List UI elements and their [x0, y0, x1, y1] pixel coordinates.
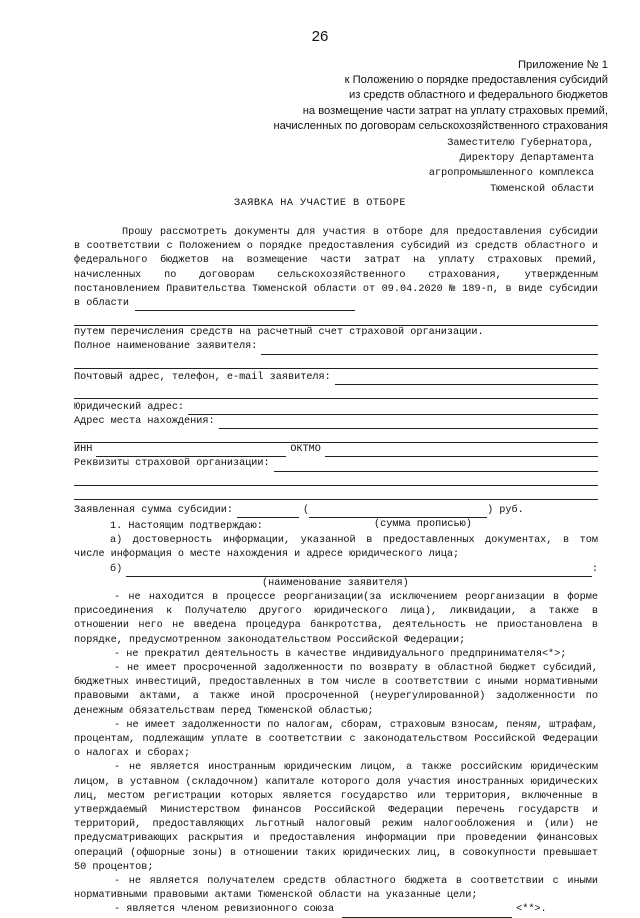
region-field-line-2[interactable]	[74, 312, 598, 326]
region-field[interactable]	[135, 299, 355, 311]
insurer-row	[74, 457, 598, 471]
postal-field-line-2[interactable]	[74, 385, 598, 399]
addressee-line: Тюменской области	[490, 183, 594, 195]
insurer-field-line-3[interactable]	[74, 486, 598, 500]
postal-label: Почтовый адрес, телефон, e-mail заявителя:	[74, 371, 331, 383]
confirm-b-row	[74, 563, 598, 577]
confirm-item: - не находится в процессе реорганизации(за исключением реорганизации в форме присоединения к Получателю другого юридического лица), ликвидации, а также в отношении него не введена процедура банкротства, деятельность не приостановлена в порядке, предусмотренном законодательством Российской Федерации;	[74, 592, 598, 646]
appendix-header	[273, 58, 608, 134]
confirm-item: - не является иностранным юридическим лицом, а также российским юридическим лицом, в уставном (складочном) капитале которого доля участия иностранных юридических лиц, местом регистрации которых является государство или территория, включенные в утверждаемый Министерством финансов Российской Федерации перечень государств и территорий, предоставляющих льготный налоговый режим налогообложения и (или) не предусматривающих раскрытия и предоставления информации при проведении финансовых операций (офшорные зоны) в отношении таких юридических лиц, в совокупности превышает 50 процентов;	[74, 762, 598, 873]
confirm-item: - не имеет просроченной задолженности по возврату в областной бюджет субсидий, бюджетных инвестиций, предоставленных в том числе в соответствии с иными нормативными правовыми актами, а также иной просроченной (неурегулированной) задолженности по денежным обязательствам перед Тюменской областью;	[74, 663, 598, 717]
full-name-label: Полное наименование заявителя:	[74, 341, 258, 353]
amount-open-paren: (	[302, 504, 310, 516]
confirm-item-a: а) достоверность информации, указанной в предоставленных документах, в том числе информация о месте нахождения и адресе юридического лица;	[74, 535, 598, 561]
audit-union-suffix: <**>.	[516, 904, 547, 916]
addressee-line: агропромышленного комплекса	[428, 168, 594, 180]
audit-union-label: - является членом ревизионного союза	[114, 904, 335, 916]
insurer-field-line-2[interactable]	[74, 472, 598, 486]
inn-field[interactable]	[96, 445, 286, 457]
full-name-field[interactable]	[261, 343, 598, 355]
legal-address-label: Юридический адрес:	[74, 401, 185, 413]
location-address-field-line-2[interactable]	[74, 429, 598, 443]
oktmo-label: ОКТМО	[290, 444, 321, 456]
applicant-name-field[interactable]	[126, 565, 592, 577]
inn-oktmo-row	[74, 443, 598, 457]
confirm-b-label: б)	[110, 563, 123, 575]
confirm-item: - не является получателем средств областного бюджета в соответствии с иными нормативными правовыми актами Тюменской области на указанные цели;	[74, 876, 598, 902]
audit-union-row	[74, 903, 598, 917]
full-name-field-line-2[interactable]	[74, 355, 598, 369]
amount-number-field[interactable]	[237, 506, 299, 518]
legal-address-field[interactable]	[188, 403, 598, 415]
location-address-field[interactable]	[219, 417, 598, 429]
confirm-heading: 1. Настоящим подтверждаю:	[110, 521, 263, 532]
page-number: 26	[311, 28, 329, 45]
audit-union-field[interactable]	[342, 906, 512, 918]
appendix-line: Приложение № 1	[517, 59, 608, 71]
confirm-item: - не прекратил деятельность в качестве индивидуального предпринимателя<*>;	[114, 648, 567, 660]
transfer-text: путем перечисления средств на расчетный счет страховой организации.	[74, 327, 484, 339]
appendix-line: из средств областного и федерального бюджетов	[349, 89, 608, 102]
appendix-line: начисленных по договорам сельскохозяйственного страхования	[273, 119, 608, 132]
insurer-field[interactable]	[274, 460, 598, 472]
application-section	[74, 226, 598, 532]
intro-paragraph	[74, 226, 598, 311]
addressee-block	[429, 136, 594, 197]
location-address-row	[74, 415, 598, 429]
appendix-line: к Положению о порядке предоставления субсидий	[344, 74, 608, 87]
amount-caption: (сумма прописью)	[374, 518, 472, 530]
oktmo-field[interactable]	[325, 445, 598, 457]
postal-field[interactable]	[335, 373, 598, 385]
form-title: ЗАЯВКА НА УЧАСТИЕ В ОТБОРЕ	[234, 198, 406, 209]
confirm-b-colon: :	[591, 563, 598, 575]
addressee-line: Заместителю Губернатора,	[447, 138, 594, 149]
amount-row	[74, 504, 598, 518]
legal-address-row	[74, 401, 598, 415]
intro-text: Прошу рассмотреть документы для участия в отборе для предоставления субсидии в соответствии с Положением о порядке предоставления субсидий из средств областного и федерального бюджетов на возмещение части затрат на уплату страховых премий, начисленных по договорам сельскохозяйственного страхования, утвержденным постановлением Правительства Тюменской области от 09.04.2020 № 189-п, в виде субсидии в области	[74, 227, 598, 310]
applicant-name-caption: (наименование заявителя)	[262, 577, 409, 589]
amount-label: Заявленная сумма субсидии:	[74, 504, 233, 516]
location-address-label: Адрес места нахождения:	[74, 416, 215, 428]
transfer-line	[74, 326, 598, 340]
confirmation-section	[74, 520, 598, 918]
confirm-item: - не имеет задолженности по налогам, сборам, страховым взносам, пеням, штрафам, процентам, подлежащим уплате в соответствии с законодательством Российской Федерации о налогах и сборах;	[74, 719, 598, 760]
full-name-row	[74, 340, 598, 354]
insurer-label: Реквизиты страховой организации:	[74, 458, 270, 470]
appendix-line: на возмещение части затрат на уплату страховых премий,	[302, 104, 608, 117]
addressee-line: Директору Департамента	[459, 153, 594, 165]
inn-label: ИНН	[74, 444, 93, 456]
amount-close-paren: ) руб.	[487, 504, 524, 516]
amount-words-field[interactable]	[309, 506, 487, 518]
postal-row	[74, 371, 598, 385]
